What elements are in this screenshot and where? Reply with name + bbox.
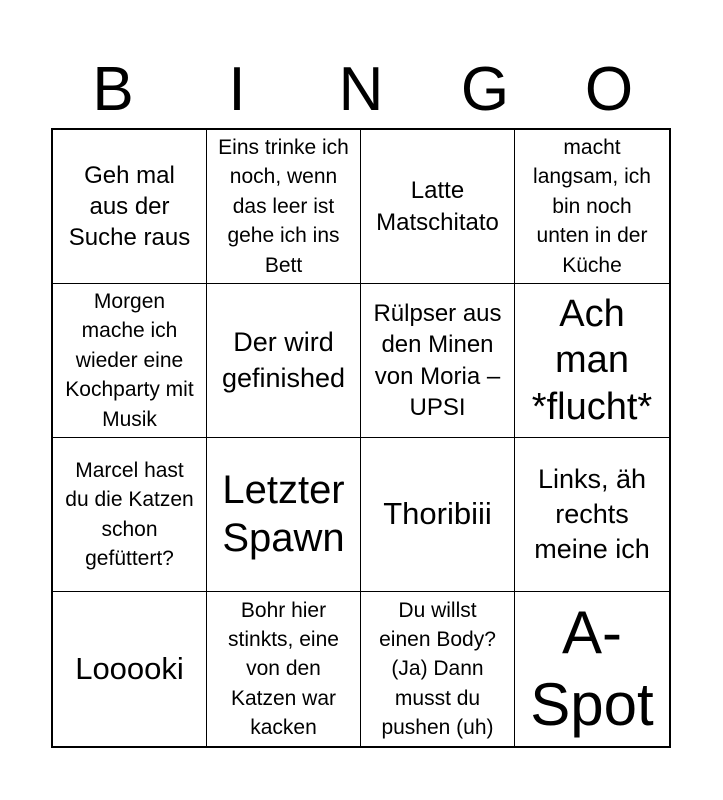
bingo-cell-text: A-Spot <box>530 599 654 738</box>
bingo-cell-11[interactable] <box>361 438 515 592</box>
bingo-cell-text: Du willst einen Body? (Ja) Dann musst du pushen (uh) <box>379 598 496 740</box>
bingo-cell-text: macht langsam, ich bin noch unten in der Küche <box>533 136 651 277</box>
bingo-cell-6[interactable] <box>207 284 361 438</box>
bingo-cell-text: Rülpser aus den Minen von Moria – UPSI <box>373 300 502 421</box>
bingo-cell-text: Morgen mache ich wieder eine Kochparty mit Musik <box>65 290 194 431</box>
bingo-board <box>51 128 671 748</box>
header-letter-n: N <box>338 55 384 124</box>
bingo-cell-12[interactable] <box>515 438 669 592</box>
header-letter-g: G <box>460 55 510 124</box>
bingo-cell-text: Ach man *flucht* <box>531 292 653 428</box>
bingo-cell-4[interactable] <box>515 130 669 284</box>
bingo-cell-3[interactable] <box>361 130 515 284</box>
header-letter-o: O <box>584 55 634 124</box>
bingo-cell-8[interactable] <box>515 284 669 438</box>
bingo-cell-text: Geh mal aus der Suche raus <box>68 161 191 252</box>
bingo-cell-9[interactable] <box>53 438 207 592</box>
bingo-cell-16[interactable] <box>515 592 669 746</box>
bingo-cell-text: Looooki <box>75 650 184 686</box>
bingo-cell-2[interactable] <box>207 130 361 284</box>
bingo-cell-text: Marcel hast du die Katzen schon gefüttert? <box>65 458 194 570</box>
bingo-cell-15[interactable] <box>361 592 515 746</box>
bingo-header <box>51 52 671 128</box>
bingo-cell-1[interactable] <box>53 130 207 284</box>
bingo-cell-text: Links, äh rechts meine ich <box>534 463 650 565</box>
bingo-cell-13[interactable] <box>53 592 207 746</box>
header-letter-i: I <box>228 55 246 124</box>
bingo-cell-10[interactable] <box>207 438 361 592</box>
bingo-cell-text: Eins trinke ich noch, wenn das leer ist gehe ich ins Bett <box>218 136 349 277</box>
bingo-cell-text: Thoribiii <box>383 496 492 532</box>
header-letter-b: B <box>92 55 134 124</box>
bingo-cell-7[interactable] <box>361 284 515 438</box>
bingo-cell-14[interactable] <box>207 592 361 746</box>
bingo-cell-text: Der wird gefinished <box>221 327 346 393</box>
bingo-cell-text: Bohr hier stinkts, eine von den Katzen war kacken <box>228 598 339 740</box>
bingo-cell-text: Latte Matschitato <box>376 177 499 236</box>
bingo-cell-text: Letzter Spawn <box>222 468 345 560</box>
bingo-cell-5[interactable] <box>53 284 207 438</box>
